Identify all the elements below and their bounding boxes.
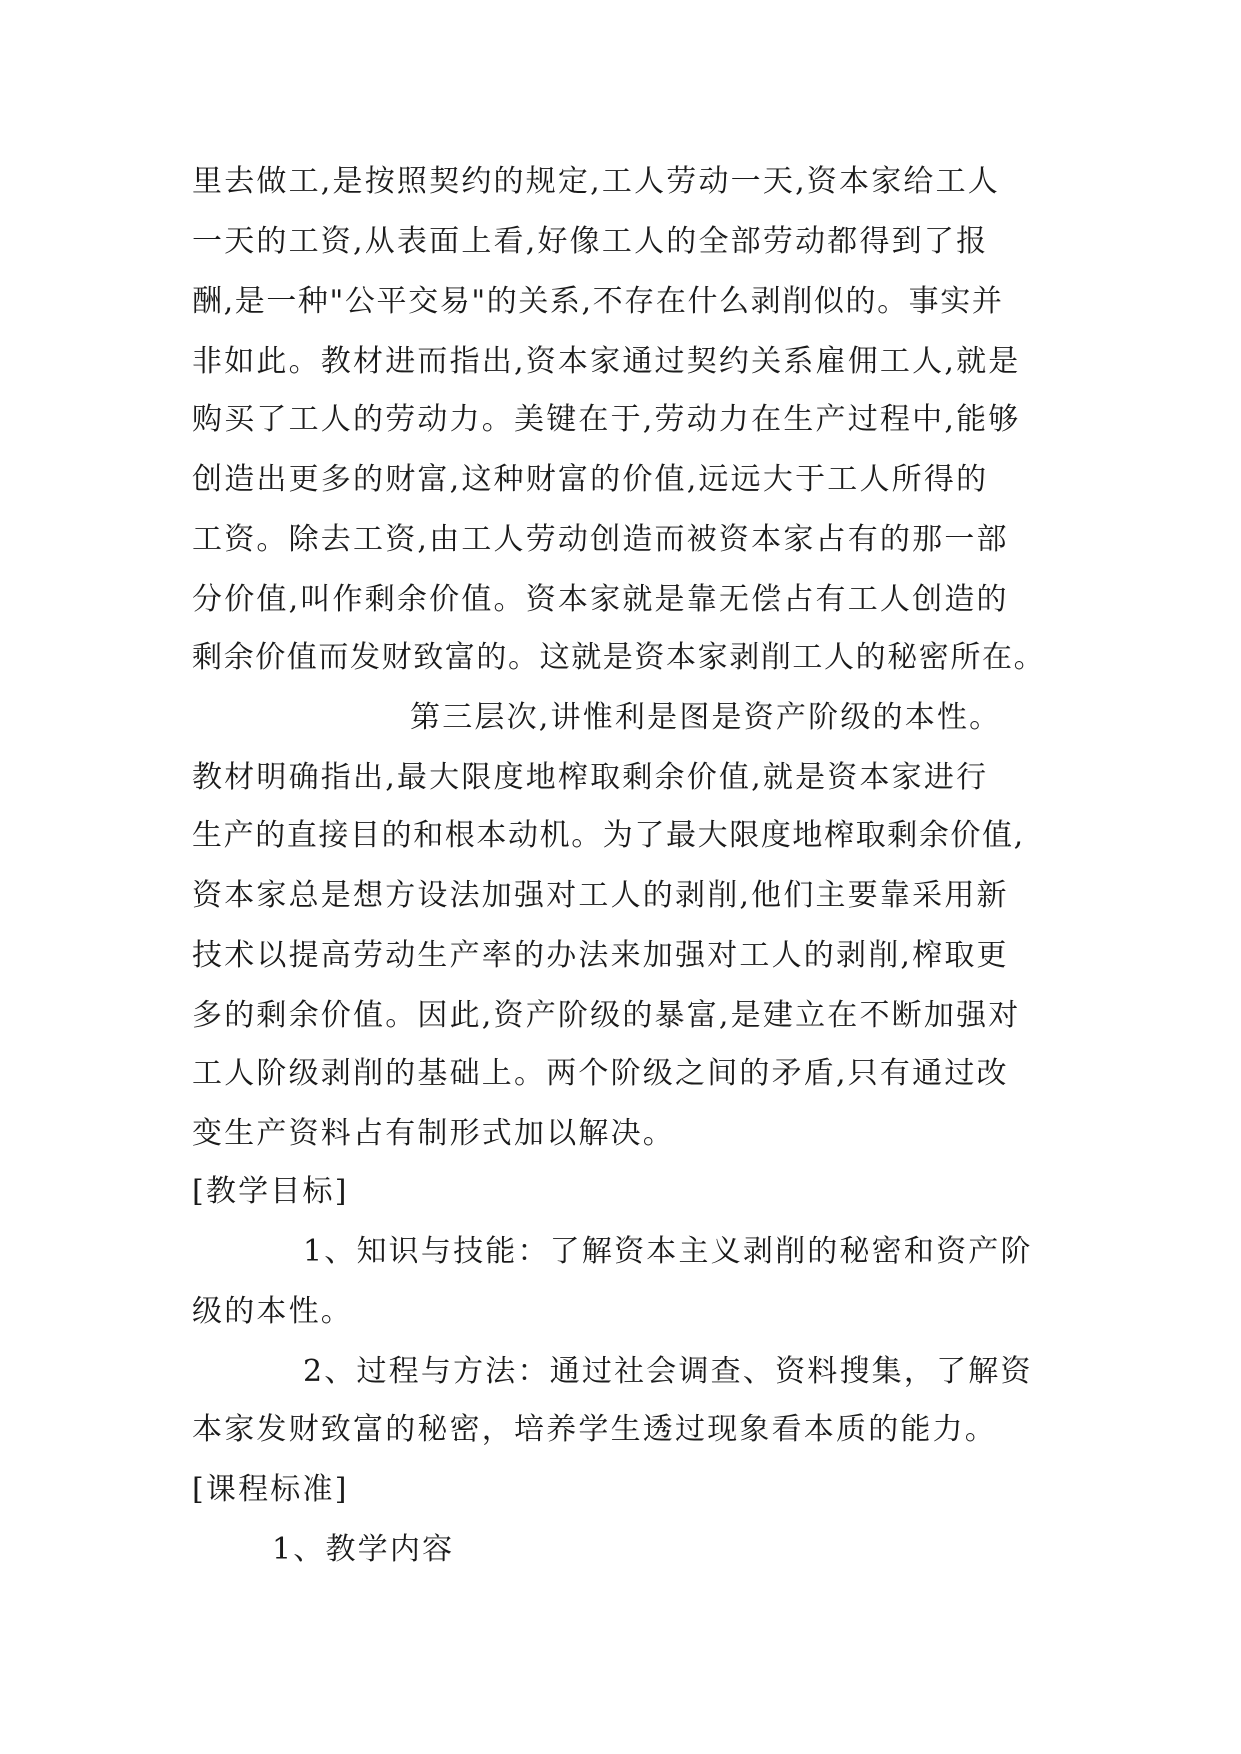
body-text-line: 创造出更多的财富,这种财富的价值,远远大于工人所得的 xyxy=(192,462,989,497)
body-text-line: 购买了工人的劳动力。美键在于,劳动力在生产过程中,能够 xyxy=(192,402,1021,437)
body-text-line: 一天的工资,从表面上看,好像工人的全部劳动都得到了报 xyxy=(192,224,989,259)
objective-item: 1、知识与技能：了解资本主义剥削的秘密和资产阶 xyxy=(303,1234,1033,1269)
objective-item: 2、过程与方法：通过社会调查、资料搜集，了解资 xyxy=(303,1354,1033,1389)
body-text-line: 技术以提高劳动生产率的办法来加强对工人的剥削,榨取更 xyxy=(192,938,1009,973)
section-label: [教学目标] xyxy=(192,1174,349,1209)
objective-item-continuation: 本家发财致富的秘密，培养学生透过现象看本质的能力。 xyxy=(192,1412,997,1447)
body-text-line: 多的剩余价值。因此,资产阶级的暴富,是建立在不断加强对 xyxy=(192,998,1021,1033)
body-text-line: 工资。除去工资,由工人劳动创造而被资本家占有的那一部 xyxy=(192,522,1009,557)
body-text-line: 工人阶级剥削的基础上。两个阶级之间的矛盾,只有通过改 xyxy=(192,1056,1009,1091)
body-text-line: 剩余价值而发财致富的。这就是资本家剥削工人的秘密所在。 xyxy=(192,640,1046,675)
body-text-line: 里去做工,是按照契约的规定,工人劳动一天,资本家给工人 xyxy=(192,164,1001,199)
body-text-line: 酬,是一种"公平交易"的关系,不存在什么剥削似的。事实并 xyxy=(192,284,1004,319)
body-text-line: 教材明确指出,最大限度地榨取剩余价值,就是资本家进行 xyxy=(192,760,989,795)
standard-item: 1、教学内容 xyxy=(272,1532,455,1567)
objective-item-continuation: 级的本性。 xyxy=(192,1294,353,1329)
body-text-line: 生产的直接目的和根本动机。为了最大限度地榨取剩余价值, xyxy=(192,818,1025,853)
body-text-line: 非如此。教材进而指出,资本家通过契约关系雇佣工人,就是 xyxy=(192,344,1021,379)
body-text-line: 分价值,叫作剩余价值。资本家就是靠无偿占有工人创造的 xyxy=(192,582,1009,617)
section-label: [课程标准] xyxy=(192,1472,349,1507)
body-text-line: 资本家总是想方设法加强对工人的剥削,他们主要靠采用新 xyxy=(192,878,1009,913)
section-heading-line: 第三层次,讲惟利是图是资产阶级的本性。 xyxy=(410,700,1002,735)
body-text-line: 变生产资料占有制形式加以解决。 xyxy=(192,1116,675,1151)
